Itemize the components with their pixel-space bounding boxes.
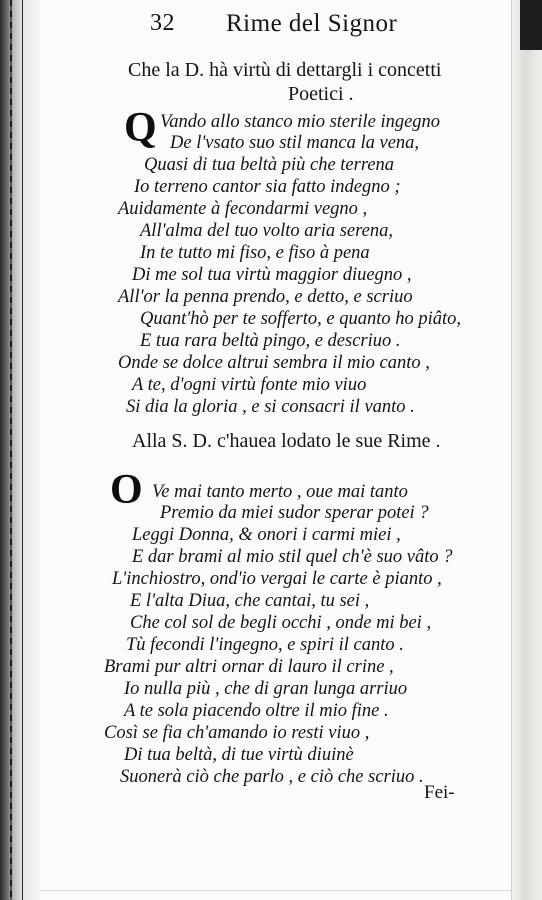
page-header xyxy=(150,10,480,46)
poem-line: Di tua beltà, di tue virtù diuinè xyxy=(124,745,354,765)
poem2-drop-cap: O xyxy=(110,467,143,513)
poem-line: Leggi Donna, & onori i carmi miei , xyxy=(132,525,401,545)
poem-line: Onde se dolce altrui sembra il mio canto , xyxy=(118,353,430,373)
poem-line: A te, d'ogni virtù fonte mio viuo xyxy=(132,375,367,395)
poem-line: Quasi di tua beltà più che terrena xyxy=(144,155,395,175)
poem2-title: Alla S. D. c'hauea lodato le sue Rime . xyxy=(132,430,441,452)
poem-line: All'alma del tuo volto aria serena, xyxy=(140,221,393,241)
poem-line: Che col sol de begli occhi , onde mi bei , xyxy=(130,613,432,633)
poem-line: Ve mai tanto merto , oue mai tanto xyxy=(152,482,408,502)
page-number: 32 xyxy=(150,10,175,36)
poem1-drop-cap: Q xyxy=(124,105,157,151)
poem-line: Quant'hò per te sofferto, e quanto ho piâto, xyxy=(140,309,462,329)
poem1-title-line1: Che la D. hà virtù di dettargli i concetti xyxy=(128,59,442,81)
poem-line: Tù fecondi l'ingegno, e spiri il canto . xyxy=(126,635,404,655)
poem-line: Auidamente à fecondarmi vegno , xyxy=(118,199,368,219)
poem-line: Di me sol tua virtù maggior diuegno , xyxy=(132,265,412,285)
poem-line: De l'vsato suo stil manca la vena, xyxy=(170,133,420,153)
poem-line: Premio da miei sudor sperar potei ? xyxy=(160,503,429,523)
poem-line: In te tutto mi fiso, e fiso à pena xyxy=(140,243,370,263)
poem1-title xyxy=(128,58,508,106)
running-head: Rime del Signor xyxy=(226,10,398,37)
book-binding xyxy=(0,0,40,900)
poem-line: E dar brami al mio stil quel ch'è suo vâto ? xyxy=(132,547,453,567)
poem-line: Vando allo stanco mio sterile ingegno xyxy=(160,112,441,132)
poem-line: E l'alta Diua, che cantai, tu sei , xyxy=(130,591,370,611)
poem-line: All'or la penna prendo, e detto, e scriuo xyxy=(118,287,413,307)
page-bottom-edge xyxy=(40,890,512,891)
catchword: Fei- xyxy=(424,782,455,803)
poem-line: Si dia la gloria , e si consacri il vanto . xyxy=(126,397,415,417)
poem-line: Io terreno cantor sia fatto indegno ; xyxy=(134,177,401,197)
poem-line: Io nulla più , che di gran lunga arriuo xyxy=(124,679,408,699)
poem-line: Brami pur altri ornar di lauro il crine , xyxy=(104,657,394,677)
poem-line: Così se fia ch'amando io resti viuo , xyxy=(104,723,370,743)
poem1-title-line2: Poetici . xyxy=(288,83,354,105)
poem-line: Suonerà ciò che parlo , e ciò che scriuo . xyxy=(120,767,424,787)
poem-line: E tua rara beltà pingo, e descriuo . xyxy=(140,331,401,351)
poem-line: A te sola piacendo oltre il mio fine . xyxy=(124,701,389,721)
poem-line: L'inchiostro, ond'io vergai le carte è pianto , xyxy=(112,569,442,589)
facing-page-edge xyxy=(511,0,542,900)
